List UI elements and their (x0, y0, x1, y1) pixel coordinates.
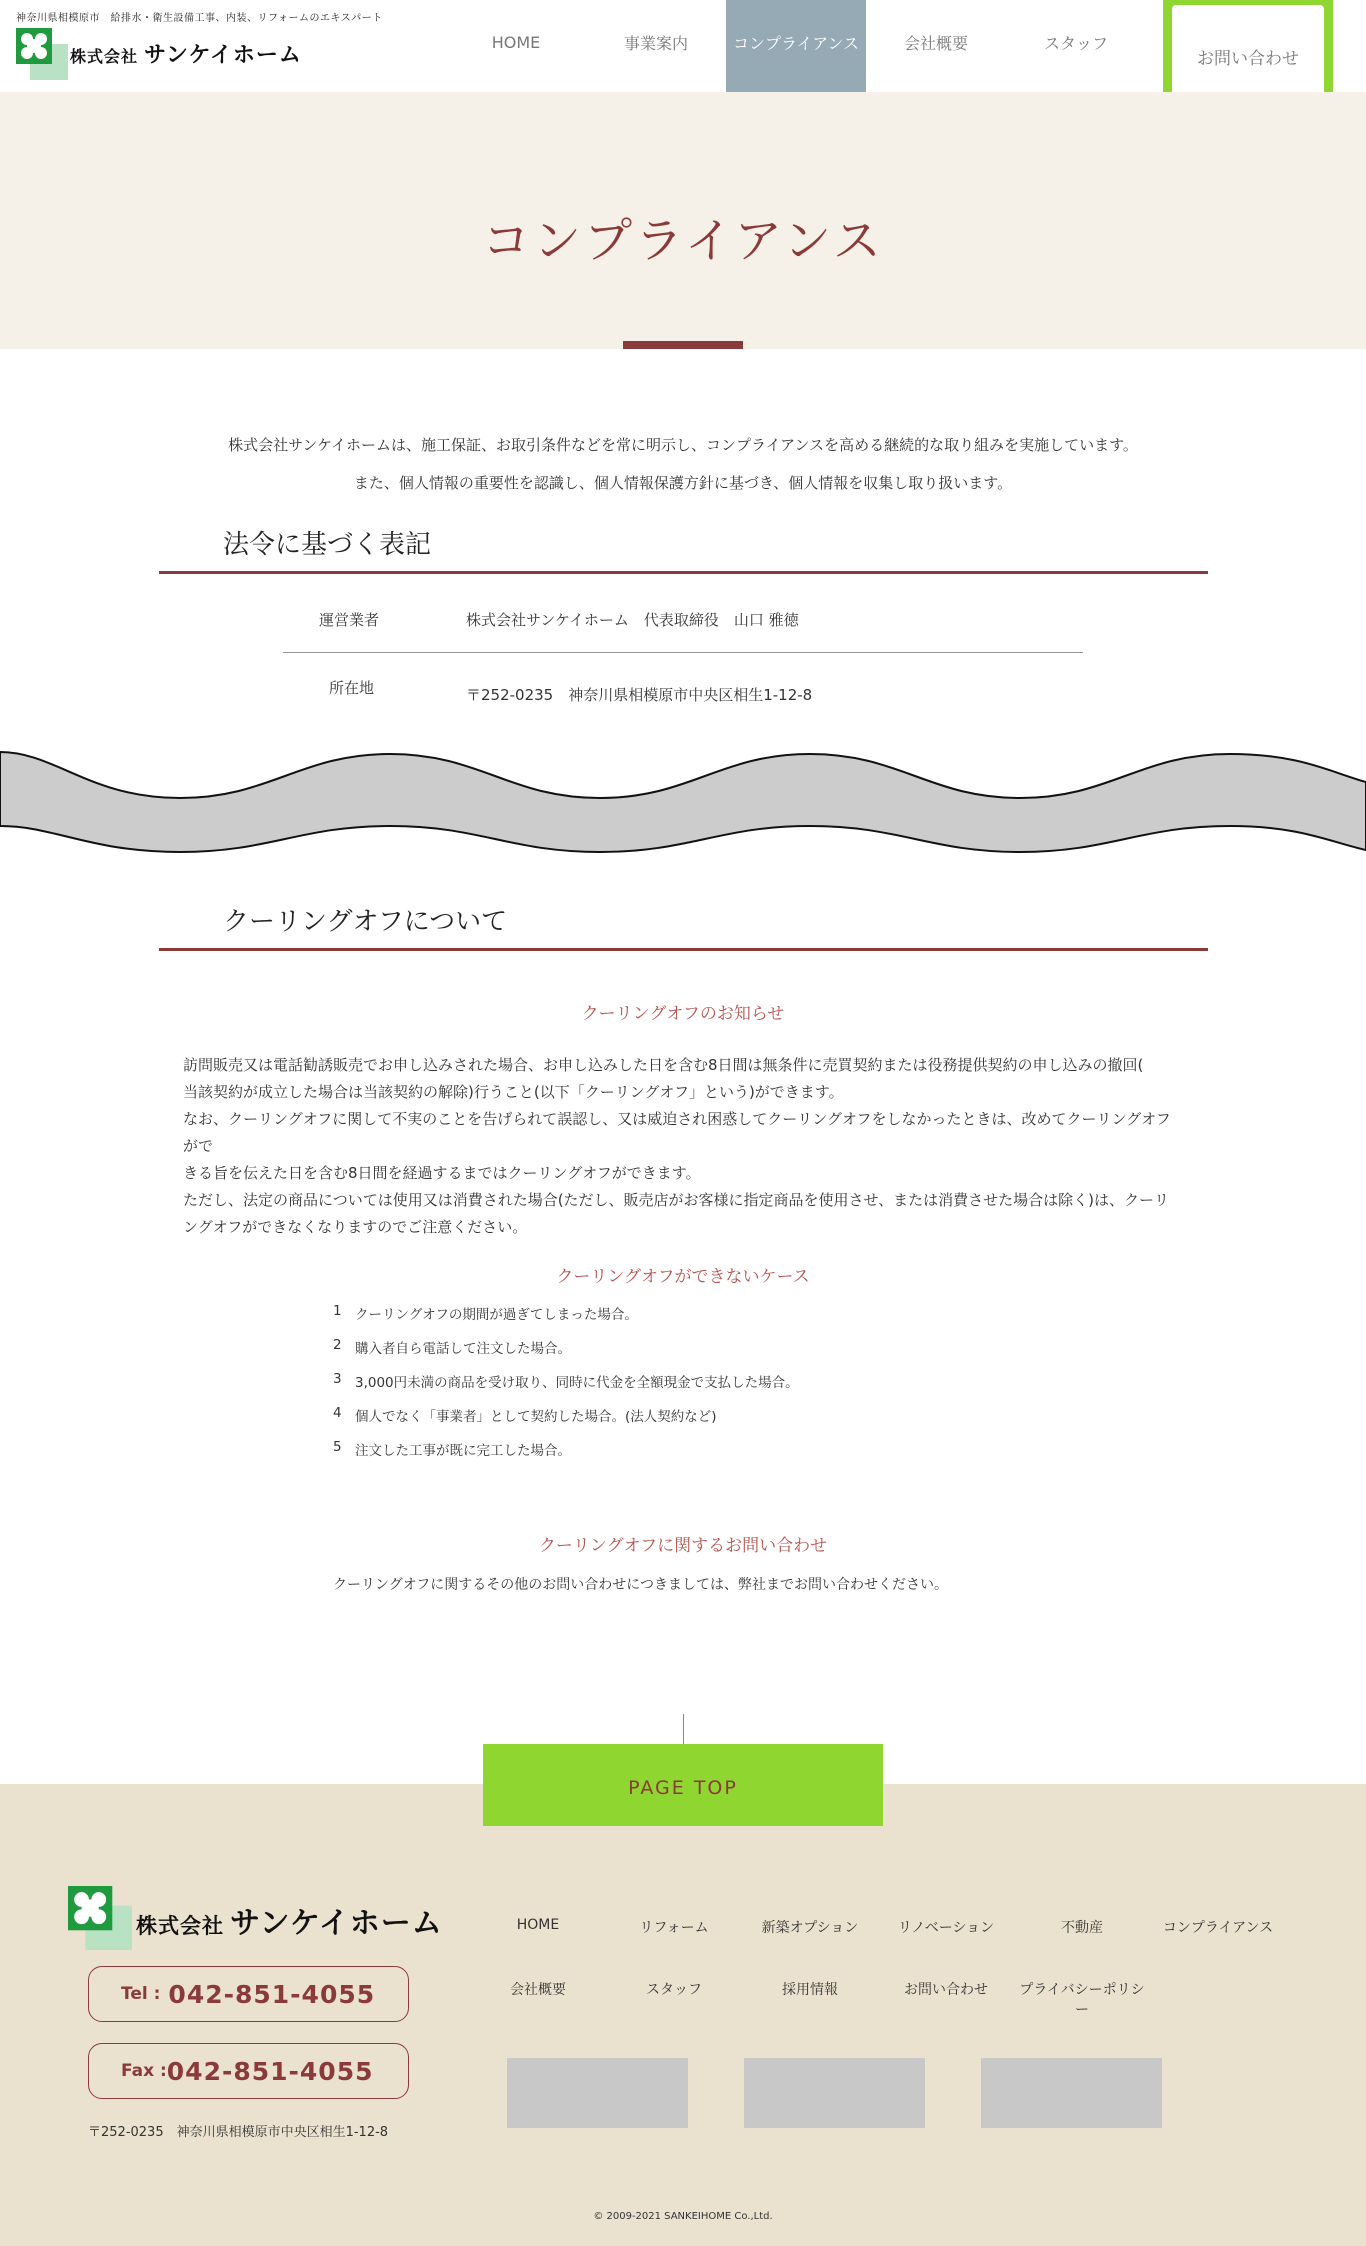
nav-business[interactable]: 事業案内 (623, 33, 688, 53)
footer-address: 〒252-0235 神奈川県相模原市中央区相生1-12-8 (88, 2125, 389, 2140)
footer-logo[interactable] (68, 1886, 468, 1950)
list-number: 1 (333, 1303, 342, 1319)
logo-text (70, 38, 302, 69)
footer-link-recruit[interactable]: 採用情報 (782, 1982, 838, 1998)
logo-prefix: 株式会社 (70, 47, 139, 66)
list-text: クーリングオフの期間が過ぎてしまった場合。 (355, 1307, 638, 1323)
legal-label: 所在地 (329, 679, 375, 697)
list-text: 注文した工事が既に完工した場合。 (355, 1443, 571, 1459)
footer-logo-text (136, 1898, 443, 1942)
legal-section-heading (159, 514, 1208, 574)
tel-pill[interactable] (88, 1966, 409, 2022)
footer-link-privacy[interactable]: プライバシーポリシー (1019, 1982, 1145, 2018)
list-item (333, 1405, 799, 1439)
legal-value: 株式会社サンケイホーム 代表取締役 山口 雅徳 (466, 611, 799, 629)
intro-line: また、個人情報の重要性を認識し、個人情報保護方針に基づき、個人情報を収集し取り扱います。 (353, 474, 1013, 492)
list-text: 購入者自ら電話して注文した場合。 (355, 1341, 571, 1357)
tel-number: 042-851-4055 (168, 1979, 376, 2009)
title-underline (623, 341, 743, 349)
page-title: コンプライアンス (482, 213, 884, 269)
logo-name: サンケイホーム (144, 43, 302, 68)
list-text: 個人でなく「事業者」として契約した場合。(法人契約など) (355, 1409, 717, 1425)
nav-home[interactable]: HOME (491, 32, 541, 52)
legal-heading-text: 法令に基づく表記 (223, 530, 432, 560)
fax-pill (88, 2043, 409, 2099)
footer-link-reform[interactable]: リフォーム (639, 1920, 709, 1936)
fax-number: 042-851-4055 (166, 2056, 374, 2086)
nav-company[interactable]: 会社概要 (903, 33, 968, 53)
cooling-off-notice-text (183, 1052, 1183, 1241)
cooling-off-cases-list (333, 1303, 799, 1473)
footer-link-home[interactable]: HOME (516, 1917, 560, 1933)
cooling-off-notice-title: クーリングオフのお知らせ (581, 1004, 785, 1024)
page-top-connector (683, 1714, 684, 1744)
nav-staff[interactable]: スタッフ (1043, 33, 1108, 53)
list-item (333, 1371, 799, 1405)
hero-banner (0, 92, 1366, 349)
footer-nav-row-2 (470, 1979, 1290, 2019)
logo-prefix: 株式会社 (136, 1914, 224, 1938)
footer-link-company[interactable]: 会社概要 (510, 1982, 566, 1998)
notice-line: 訪問販売又は電話勧誘販売でお申し込みされた場合、お申し込みした日を含む8日間は無条件に売買契約または役務提供契約の申し込みの撤回( (183, 1056, 1144, 1074)
contact-button-label: お問い合わせ (1172, 5, 1324, 107)
footer-link-compliance[interactable]: コンプライアンス (1162, 1920, 1274, 1936)
cooling-off-inquiry-title: クーリングオフに関するお問い合わせ (538, 1536, 828, 1556)
list-item (333, 1303, 799, 1337)
list-number: 4 (333, 1405, 342, 1421)
header-tagline: 神奈川県相模原市 給排水・衛生設備工事、内装、リフォームのエキスパート (16, 13, 383, 24)
cooling-off-inquiry-text: クーリングオフに関するその他のお問い合わせにつきましては、弊社までお問い合わせください。 (333, 1577, 949, 1593)
cooling-off-section-heading (159, 891, 1208, 951)
list-item (333, 1439, 799, 1473)
notice-line: ングオフができなくなりますのでご注意ください。 (183, 1218, 528, 1236)
tel-label: Tel : (121, 1984, 161, 2004)
notice-line: ただし、法定の商品については使用又は消費された場合(ただし、販売店がお客様に指定商品を使用させ、または消費させた場合は除く)は、クーリ (183, 1191, 1169, 1209)
footer-link-contact[interactable]: お問い合わせ (904, 1982, 988, 1998)
footer-link-staff[interactable]: スタッフ (646, 1982, 702, 1998)
fax-label: Fax : (121, 2061, 167, 2081)
cooling-off-heading-text: クーリングオフについて (223, 907, 508, 937)
footer-link-new-build-options[interactable]: 新築オプション (761, 1920, 859, 1936)
site-logo[interactable] (16, 28, 316, 84)
logo-mark-icon (16, 28, 68, 80)
cooling-off-cases-title: クーリングオフができないケース (556, 1267, 810, 1287)
logo-mark-icon (68, 1886, 132, 1950)
page-top-button[interactable]: PAGE TOP (483, 1744, 883, 1826)
notice-line: きる旨を伝えた日を含む8日間を経過するまではクーリングオフができます。 (183, 1164, 701, 1182)
logo-name: サンケイホーム (230, 1906, 443, 1941)
intro-text (0, 426, 1366, 502)
site-header (0, 0, 1366, 92)
footer-link-real-estate[interactable]: 不動産 (1061, 1920, 1103, 1936)
legal-row-divider (283, 652, 1083, 653)
notice-line: なお、クーリングオフに関して不実のことを告げられて誤認し、又は威迫され困惑してクーリングオフをしなかったときは、改めてクーリングオフがで (183, 1110, 1171, 1155)
list-text: 3,000円未満の商品を受け取り、同時に代金を全額現金で支払した場合。 (355, 1375, 799, 1391)
main-nav (446, 0, 1146, 92)
footer-banner-3[interactable] (981, 2058, 1162, 2128)
footer-link-renovation[interactable]: リノベーション (897, 1920, 995, 1936)
copyright: © 2009-2021 SANKEIHOME Co.,Ltd. (593, 2211, 773, 2222)
legal-label: 運営業者 (319, 611, 380, 629)
footer-banner-2[interactable] (744, 2058, 925, 2128)
list-item (333, 1337, 799, 1371)
notice-line: 当該契約が成立した場合は当該契約の解除)行うこと(以下「クーリングオフ」という)ができます。 (183, 1083, 844, 1101)
wave-divider (0, 742, 1366, 862)
list-number: 5 (333, 1439, 342, 1455)
intro-line: 株式会社サンケイホームは、施工保証、お取引条件などを常に明示し、コンプライアンスを高める継続的な取り組みを実施しています。 (228, 436, 1138, 454)
footer-nav-row-1 (470, 1917, 1290, 1937)
list-number: 2 (333, 1337, 342, 1353)
legal-value: 〒252-0235 神奈川県相模原市中央区相生1-12-8 (466, 686, 813, 704)
list-number: 3 (333, 1371, 342, 1387)
footer-banner-1[interactable] (507, 2058, 688, 2128)
nav-compliance[interactable]: コンプライアンス (726, 0, 866, 92)
